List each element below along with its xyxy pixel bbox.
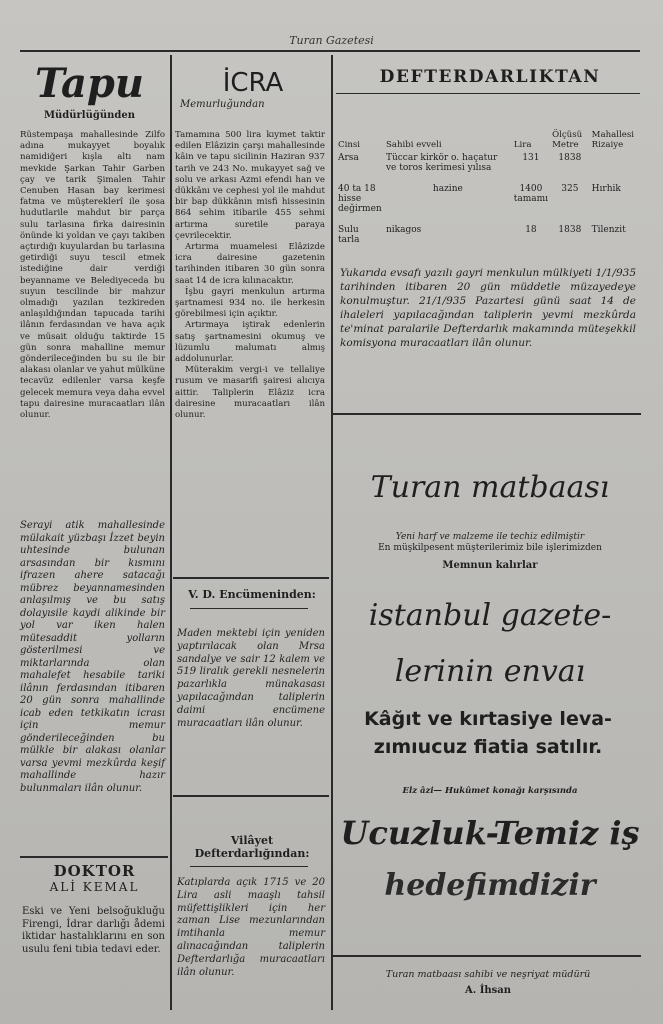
- turan-address: Elz âzi— Hukûmet konağı karşısında: [402, 786, 578, 796]
- vilayet-rule-top: [173, 795, 329, 797]
- cell: [590, 150, 636, 181]
- cell: Tüccar kirkör o. haçatur ve toros kerimesi yılısa: [385, 153, 498, 173]
- column-divider-2: [331, 55, 333, 1010]
- tapu-body: Rüstempaşa mahallesinde Zilfo adına mukayyet boyalık namidiğeri kışla altı nam mevkide Şarkan Tahir Garben çay ve tarik Şimalen Tahir Cenuben Hasan bay kerimesi fatma ve müştereklerî ile şosa hudutlarile mahdut bir parça sulu tarlasına firka dairesinin önünde ki yoldan ve çayı takiben açtırdığı kuyulardan bu tarlasına getirdiği suyu tescil etmek istediğine dair verdiği beyanname ve Belediyeceda bu suyun tescilinde bir mahzur olmadığı yazılan tezkireden anlaşıldığından tapucada tarihi ilânın ferdasından ve hava açık ve müsait olduğu taktirde 15 gün sonra mahalline memur gönderileceğinden bu su ile bir alakası olanlar ve yahut mülküne tecavüz edilenler varsa keşfe gelecek memura veya daha evvel tapu dairesine muracaatları ilân olunur.: [20, 130, 165, 421]
- tapu-body-italic: Serayi atik mahallesinde mülakait yüzbaşı İzzet beyin uhtesinde bulunan arsasından bir kısmını ifrazen ahere satacağı mübrez beyannamesinden anlaşılmış ve bu satış dolayısile kaydi alikinde bir yol var iken halen mütesaddit yolların gösterilmesi ve miktarlarında olan mahalefet hesabile tariki ilânın ferdasından itibaren 20 gün sonra mahallinde icab eden tetkikatın icrası için memur gönderileceğinden bu mülkle bir alakası olanlar varsa yevmi mezkûrda keşif mahallinde hazır bulunmaları ilân olunur.: [20, 520, 165, 794]
- cell: Tilenzit: [591, 225, 626, 235]
- kagit-line-2: zımıucuz fiatia satılır.: [373, 736, 603, 758]
- turan-line-3: Memnun kalırlar: [442, 560, 538, 571]
- footer-publisher: Turan matbaası sahibi ve neşriyat müdürü: [385, 969, 591, 980]
- cell: nikagos: [385, 225, 422, 235]
- defterdarlik-note: Yukarıda evsafı yazılı gayri menkulun mülkiyeti 1/1/935 tarihinden itibaren 20 gün müddetle müzayedeye konulmuştur. 21/1/935 Pazartesi günü saat 14 de ihaleleri yapılacağından taliplerin yevmi mezkûrda te'minat paralarile Defterdarlık makamında müteşekkil komisyona muracaatları ilân olunur.: [340, 267, 636, 349]
- table-header-row: [336, 130, 636, 150]
- slogan-line-1: Ucuzluk-Temiz iş: [340, 814, 640, 852]
- slogan-line-2: hedefimdizir: [384, 868, 596, 903]
- istanbul-line-1: istanbul gazete-: [368, 598, 612, 633]
- doktor-rule: [20, 856, 168, 858]
- doktor-body: Eski ve Yeni belsoğukluğu Firengi, İdrar darlığı ådemi iktidar hastalıklarını en son usulu feni tıbia tedavi eder.: [22, 906, 165, 955]
- tapu-subtitle: Müdürlüğünden: [43, 110, 136, 121]
- vilayet-title-rule: [190, 866, 308, 867]
- footer-name: A. İhsan: [464, 985, 512, 996]
- cell: hazine: [432, 184, 463, 194]
- defterdarlik-title-rule: [336, 93, 640, 94]
- icra-title: İCRA: [222, 68, 284, 98]
- turan-line-1: Yeni harf ve malzeme ile techiz edilmiştir: [395, 532, 585, 542]
- col-olcusu: Ölçüsü Metre: [552, 130, 583, 150]
- tapu-title: Tapu: [35, 60, 144, 107]
- icra-paragraph-3: İşbu gayri menkulun artırma şartnamesi 934 no. ile herkesin görebilmesi için açıktır.: [175, 286, 325, 320]
- cell: 1838: [558, 225, 582, 235]
- footer-rule: [331, 955, 641, 957]
- table-row: [336, 150, 636, 181]
- column-divider-1: [170, 55, 172, 1010]
- vilayet-body: Katıplarda açık 1715 ve 20 Lira asli maaşlı tahsil müfettişlikleri için her zaman Lise mezunlarından imtihanla memur alınacağından taliplerin Defterdarlığa muracaatları ilân olunur.: [177, 877, 325, 978]
- header-rule: [20, 50, 640, 52]
- defterdarlik-table: [336, 130, 636, 253]
- col-lira: Lira: [513, 140, 532, 150]
- cell: 1400 tamamı: [513, 184, 549, 204]
- col-cinsi: Cinsi: [338, 140, 361, 150]
- icra-body: [175, 130, 325, 421]
- vd-title: V. D. Encümeninden:: [188, 588, 316, 601]
- defterdarlik-title: DEFTERDARLIKTAN: [379, 67, 601, 87]
- turan-lines: [340, 532, 640, 554]
- cell: Arsa: [338, 153, 359, 163]
- cell: Sulu tarla: [338, 225, 360, 245]
- table-row: [336, 181, 636, 222]
- vilayet-title: Vilâyet Defterdarlığından:: [194, 834, 310, 860]
- icra-paragraph-5: Müterakim vergi-i ve tellaliye rusum ve masarifi şairesi alıcıya aittir. Taliplerin Elâziz icra dairesine muracaatları ilân olunur.: [175, 365, 325, 421]
- cell: 1838: [558, 153, 582, 163]
- turan-title: Turan matbaası: [370, 470, 610, 505]
- turan-line-2: En müşkilpesent müşterilerimiz bile işlerimizden: [378, 543, 602, 553]
- cell: 40 ta 18 hisse değirmen: [338, 184, 382, 214]
- col-mahallesi: Mahallesi Rizaiye: [591, 130, 634, 150]
- cell: 131: [522, 153, 540, 163]
- doktor-name: ALİ KEMAL: [49, 880, 140, 894]
- istanbul-line-2: lerinin envaı: [394, 654, 586, 689]
- icra-paragraph-2: Artırma muamelesi Elâzizde icra dairesine gazetenin tarihinden itibaren 30 gün sonra saat 14 de icra kılınacaktır.: [175, 242, 325, 286]
- turan-rule-top: [331, 413, 641, 415]
- icra-subtitle: Memurluğundan: [180, 99, 265, 110]
- kagit-line-1: Kâğıt ve kırtasiye leva-: [364, 708, 612, 730]
- vd-body: Maden mektebi için yeniden yaptırılacak olan Mrsa sandalye ve sair 12 kalem ve 519 liralık gerekli nesnelerin pazarlıkla münakasası yapılacağından taliplerin daimi encümene muracaatları ilân olunur.: [177, 628, 325, 729]
- icra-paragraph-4: Artırmaya iştirak edenlerin satış şartnamesini okumuş ve lüzumlu malumatı almış addolunurlar.: [175, 320, 325, 365]
- vd-rule-top: [173, 577, 329, 579]
- vd-title-rule: [190, 608, 308, 609]
- cell: 325: [561, 184, 579, 194]
- doktor-title: DOKTOR: [53, 862, 136, 880]
- col-sahibi: Sahibi evveli: [385, 140, 442, 150]
- running-title: Turan Gazetesi: [289, 34, 374, 47]
- cell: Hırhik: [591, 184, 621, 194]
- table-row: [336, 222, 636, 253]
- cell: 18: [525, 225, 537, 235]
- icra-paragraph-1: Tamamına 500 lira kıymet taktir edilen Elâzizin çarşı mahallesinde kâin ve tapu sicilinin Haziran 937 tarih ve 243 No. mukayyet sağ ve solu ve arkası Azmi efendi han ve dükkânı ve cephesi yol ile mahdut bir bap dükkânın misfi hissesinin 864 sehim itibarile 455 sehmi artırma suretile paraya çevrilecektir.: [175, 130, 325, 241]
